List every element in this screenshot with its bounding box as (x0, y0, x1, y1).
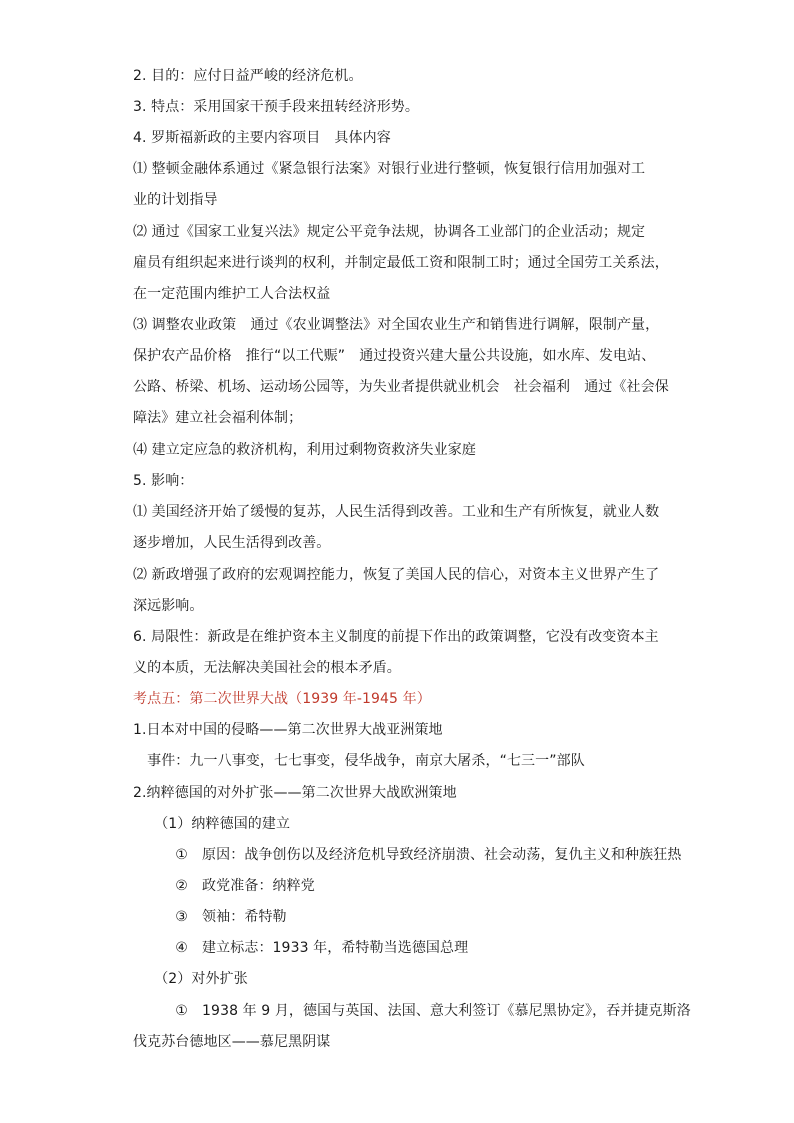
text-line: ⑵ 通过《国家工业复兴法》规定公平竞争法规，协调各工业部门的企业活动；规定 (133, 224, 646, 240)
text-line: 6. 局限性：新政是在维护资本主义制度的前提下作出的政策调整，它没有改变资本主 (133, 629, 659, 645)
text-line: 障法》建立社会福利体制； (133, 410, 303, 426)
text-line: 2. 目的：应付日益严峻的经济危机。 (133, 68, 363, 84)
text-line: （2）对外扩张 (133, 971, 248, 987)
text-line: 5. 影响： (133, 473, 194, 489)
text-line: 4. 罗斯福新政的主要内容项目 具体内容 (133, 130, 391, 146)
text-line: 1.日本对中国的侵略——第二次世界大战亚洲策地 (133, 722, 443, 738)
text-line: 公路、桥梁、机场、运动场公园等，为失业者提供就业机会 社会福利 通过《社会保 (133, 379, 669, 395)
text-line: 伐克苏台德地区——慕尼黑阴谋 (133, 1034, 331, 1050)
text-line: 义的本质，无法解决美国社会的根本矛盾。 (133, 660, 401, 676)
text-line: ④ 建立标志：1933 年，希特勒当选德国总理 (133, 940, 469, 956)
text-line: 事件：九一八事变，七七事变，侵华战争，南京大屠杀，“七三一”部队 (133, 753, 585, 769)
text-line: 保护农产品价格 推行“以工代赈” 通过投资兴建大量公共设施，如水库、发电站、 (133, 348, 656, 364)
text-line: ① 1938 年 9 月，德国与英国、法国、意大利签订《慕尼黑协定》，吞并捷克斯洛 (133, 1003, 691, 1019)
text-line: 深远影响。 (133, 598, 204, 614)
text-line: 3. 特点：采用国家干预手段来扭转经济形势。 (133, 99, 420, 115)
text-line: 业的计划指导 (133, 192, 218, 208)
text-line: ⑴ 美国经济开始了缓慢的复苏，人民生活得到改善。工业和生产有所恢复，就业人数 (133, 504, 660, 520)
text-line: ② 政党准备：纳粹党 (133, 878, 315, 894)
text-line: 雇员有组织起来进行谈判的权利，并制定最低工资和限制工时；通过全国劳工关系法， (133, 255, 669, 271)
text-line: ⑷ 建立定应急的救济机构，利用过剩物资救济失业家庭 (133, 442, 476, 458)
text-line: ① 原因：战争创伤以及经济危机导致经济崩溃、社会动荡，复仇主义和种族狂热 (133, 847, 682, 863)
text-line: 2.纳粹德国的对外扩张——第二次世界大战欧洲策地 (133, 785, 457, 801)
text-line: 逐步增加，人民生活得到改善。 (133, 535, 331, 551)
section-heading: 考点五：第二次世界大战（1939 年-1945 年） (133, 691, 431, 707)
text-line: ⑵ 新政增强了政府的宏观调控能力，恢复了美国人民的信心，对资本主义世界产生了 (133, 567, 660, 583)
text-line: ③ 领袖：希特勒 (133, 909, 287, 925)
text-line: ⑴ 整顿金融体系通过《紧急银行法案》对银行业进行整顿，恢复银行信用加强对工 (133, 161, 646, 177)
text-line: 在一定范围内维护工人合法权益 (133, 286, 331, 302)
text-line: （1）纳粹德国的建立 (133, 816, 291, 832)
text-line: ⑶ 调整农业政策 通过《农业调整法》对全国农业生产和销售进行调解，限制产量， (133, 317, 660, 333)
